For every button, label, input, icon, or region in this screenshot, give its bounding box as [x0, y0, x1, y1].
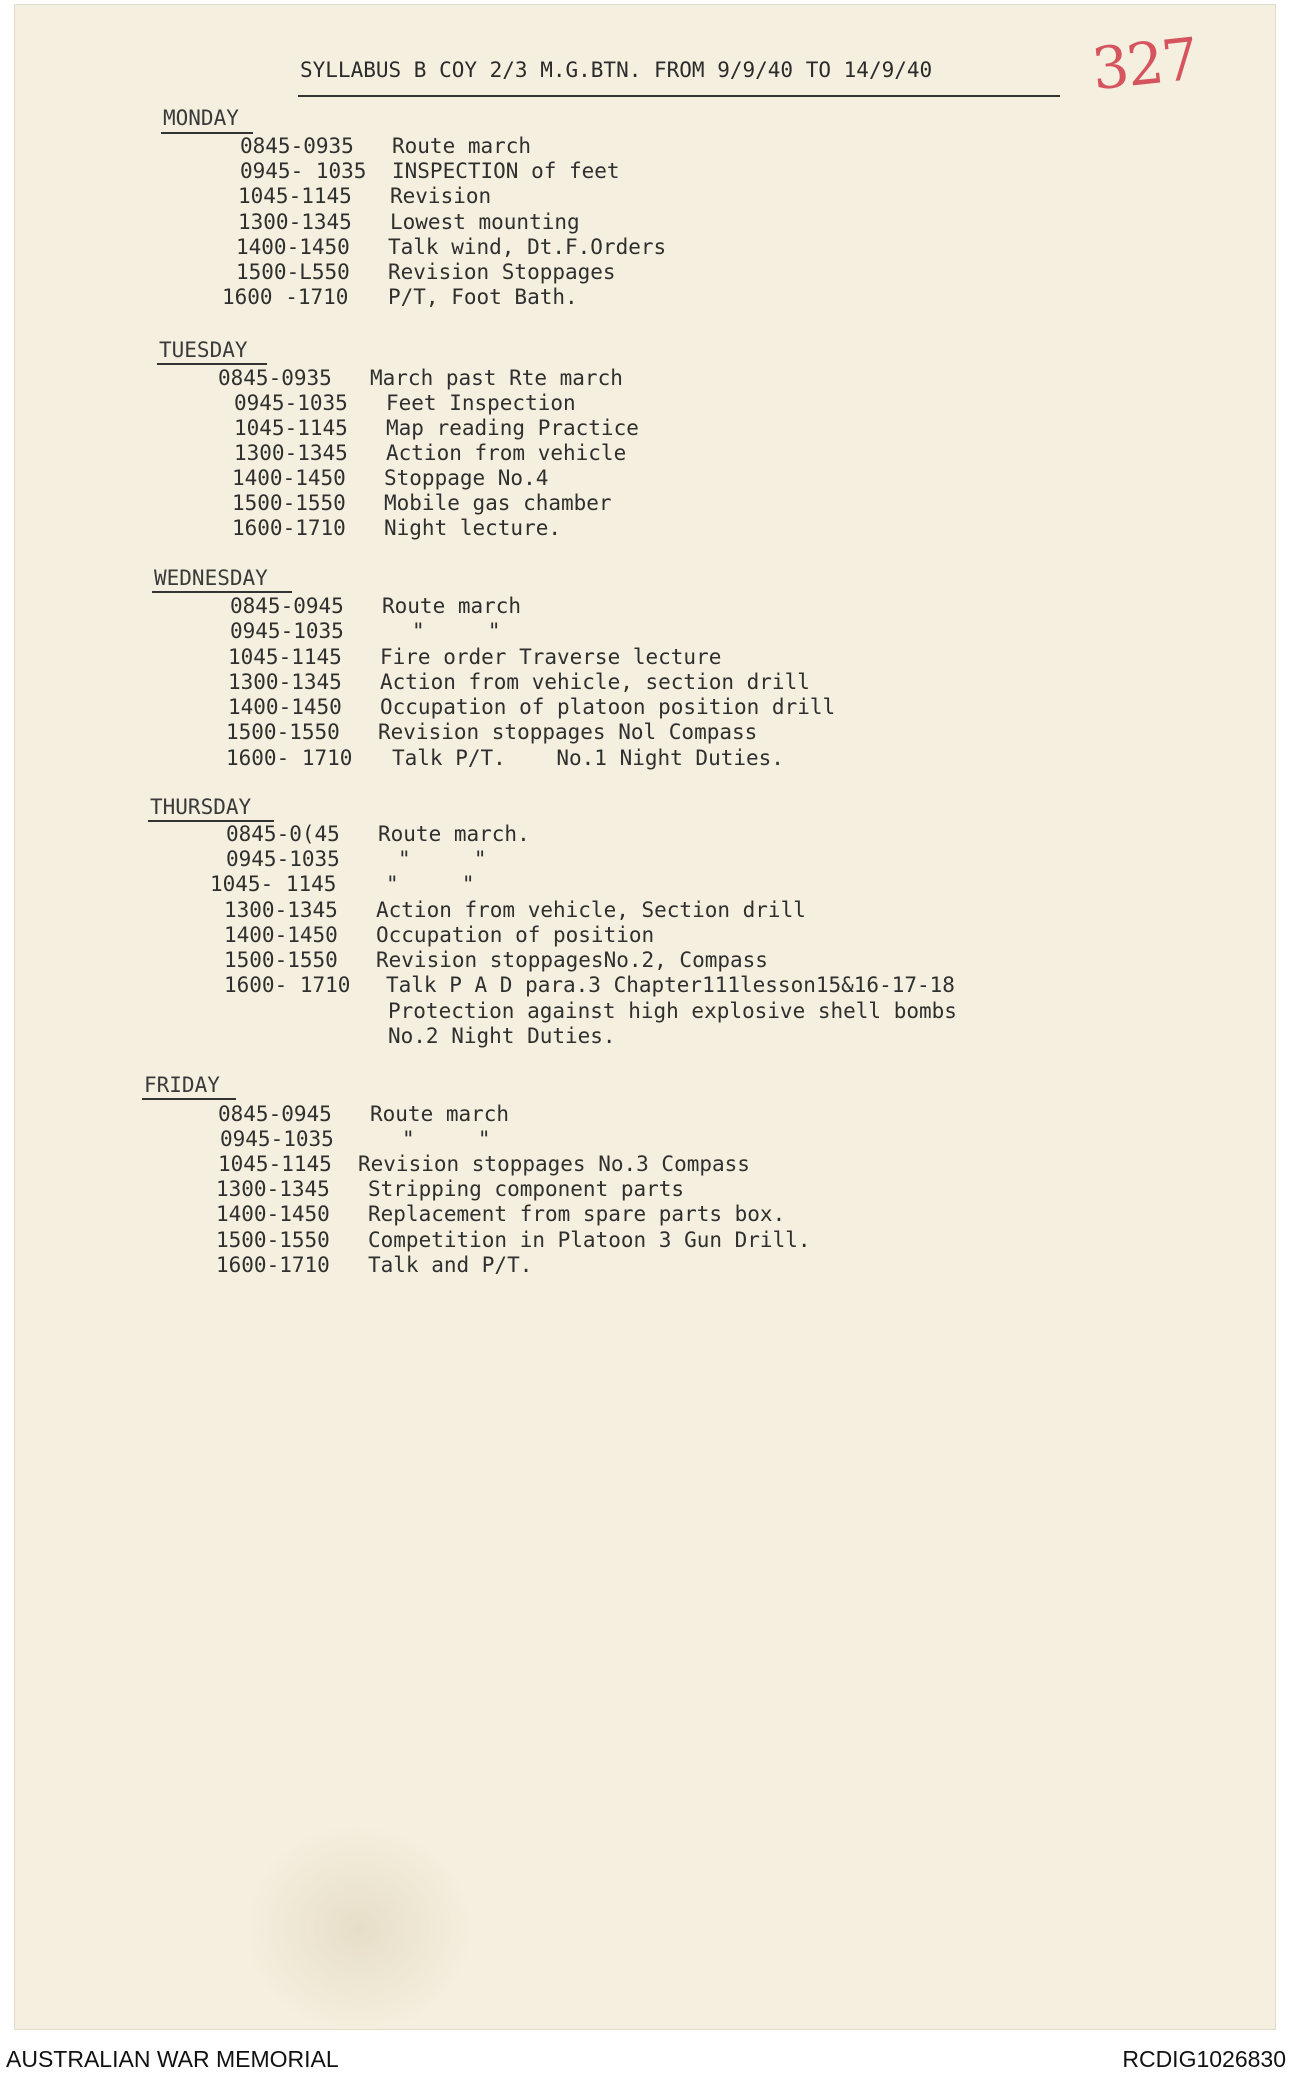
schedule-row: 0845-0935 Route march — [240, 134, 532, 158]
schedule-row: 0845-0945 Route march — [218, 1102, 510, 1126]
folio-number: 327 — [1088, 24, 1200, 104]
schedule-row: 1600-1710 Night lecture. — [232, 516, 562, 540]
schedule-row: 1600 -1710 P/T, Foot Bath. — [222, 285, 578, 309]
schedule-continuation-line: No.2 Night Duties. — [388, 1024, 616, 1048]
day-heading-friday: FRIDAY — [144, 1073, 220, 1097]
schedule-row: 1500-1550 Revision stoppagesNo.2, Compass — [224, 948, 768, 972]
day-heading-wednesday: WEDNESDAY — [154, 566, 268, 590]
schedule-row: 0945-1035 " " — [230, 619, 501, 643]
schedule-row: 1300-1345 Stripping component parts — [216, 1177, 685, 1201]
schedule-row: 1500-1550 Mobile gas chamber — [232, 491, 612, 515]
schedule-row: 0945-1035 Feet Inspection — [234, 391, 576, 415]
schedule-row: 1500-L550 Revision Stoppages — [236, 260, 616, 284]
schedule-row: 1045- 1145 " " — [210, 872, 475, 896]
schedule-row: 0845-0(45 Route march. — [226, 822, 530, 846]
schedule-row: 1045-1145 Map reading Practice — [234, 416, 639, 440]
schedule-row: 1045-1145 Revision stoppages No.3 Compass — [218, 1152, 750, 1176]
schedule-row: 1600- 1710 Talk P/T. No.1 Night Duties. — [226, 746, 784, 770]
footer-catalogue-id: RCDIG1026830 — [1122, 2046, 1286, 2072]
schedule-continuation-line: Protection against high explosive shell bombs — [388, 999, 957, 1023]
schedule-row: 1045-1145 Revision — [238, 184, 492, 208]
day-heading-monday: MONDAY — [163, 106, 239, 130]
schedule-row: 1400-1450 Occupation of position — [224, 923, 655, 947]
schedule-row: 1300-1345 Lowest mounting — [238, 210, 580, 234]
schedule-row: 1400-1450 Occupation of platoon position drill — [228, 695, 836, 719]
day-underline — [157, 363, 267, 365]
schedule-row: 1500-1550 Revision stoppages Nol Compass — [226, 720, 758, 744]
schedule-row: 0845-0945 Route march — [230, 594, 522, 618]
schedule-row: 1600-1710 Talk and P/T. — [216, 1253, 533, 1277]
day-heading-thursday: THURSDAY — [150, 795, 252, 819]
schedule-row: 1600- 1710 Talk P A D para.3 Chapter111lesson15&16-17-18 — [224, 973, 955, 997]
schedule-row: 0845-0935 March past Rte march — [218, 366, 623, 390]
schedule-row: 1500-1550 Competition in Platoon 3 Gun Drill. — [216, 1228, 811, 1252]
schedule-row: 1300-1345 Action from vehicle, Section drill — [224, 898, 806, 922]
footer-institution: AUSTRALIAN WAR MEMORIAL — [6, 2046, 339, 2072]
day-heading-tuesday: TUESDAY — [159, 338, 248, 362]
day-underline — [152, 591, 292, 593]
schedule-row: 1300-1345 Action from vehicle, section drill — [228, 670, 810, 694]
document-title: SYLLABUS B COY 2/3 M.G.BTN. FROM 9/9/40 TO 14/9/40 — [300, 58, 933, 82]
schedule-row: 1400-1450 Replacement from spare parts box. — [216, 1202, 786, 1226]
schedule-row: 1300-1345 Action from vehicle — [234, 441, 627, 465]
title-underline — [298, 95, 1060, 97]
schedule-row: 0945-1035 " " — [220, 1127, 491, 1151]
schedule-row: 0945-1035 " " — [226, 847, 487, 871]
schedule-row: 1400-1450 Talk wind, Dt.F.Orders — [236, 235, 667, 259]
day-underline — [142, 1098, 236, 1100]
schedule-row: 0945- 1035 INSPECTION of feet — [240, 159, 620, 183]
schedule-row: 1045-1145 Fire order Traverse lecture — [228, 645, 722, 669]
schedule-row: 1400-1450 Stoppage No.4 — [232, 466, 549, 490]
